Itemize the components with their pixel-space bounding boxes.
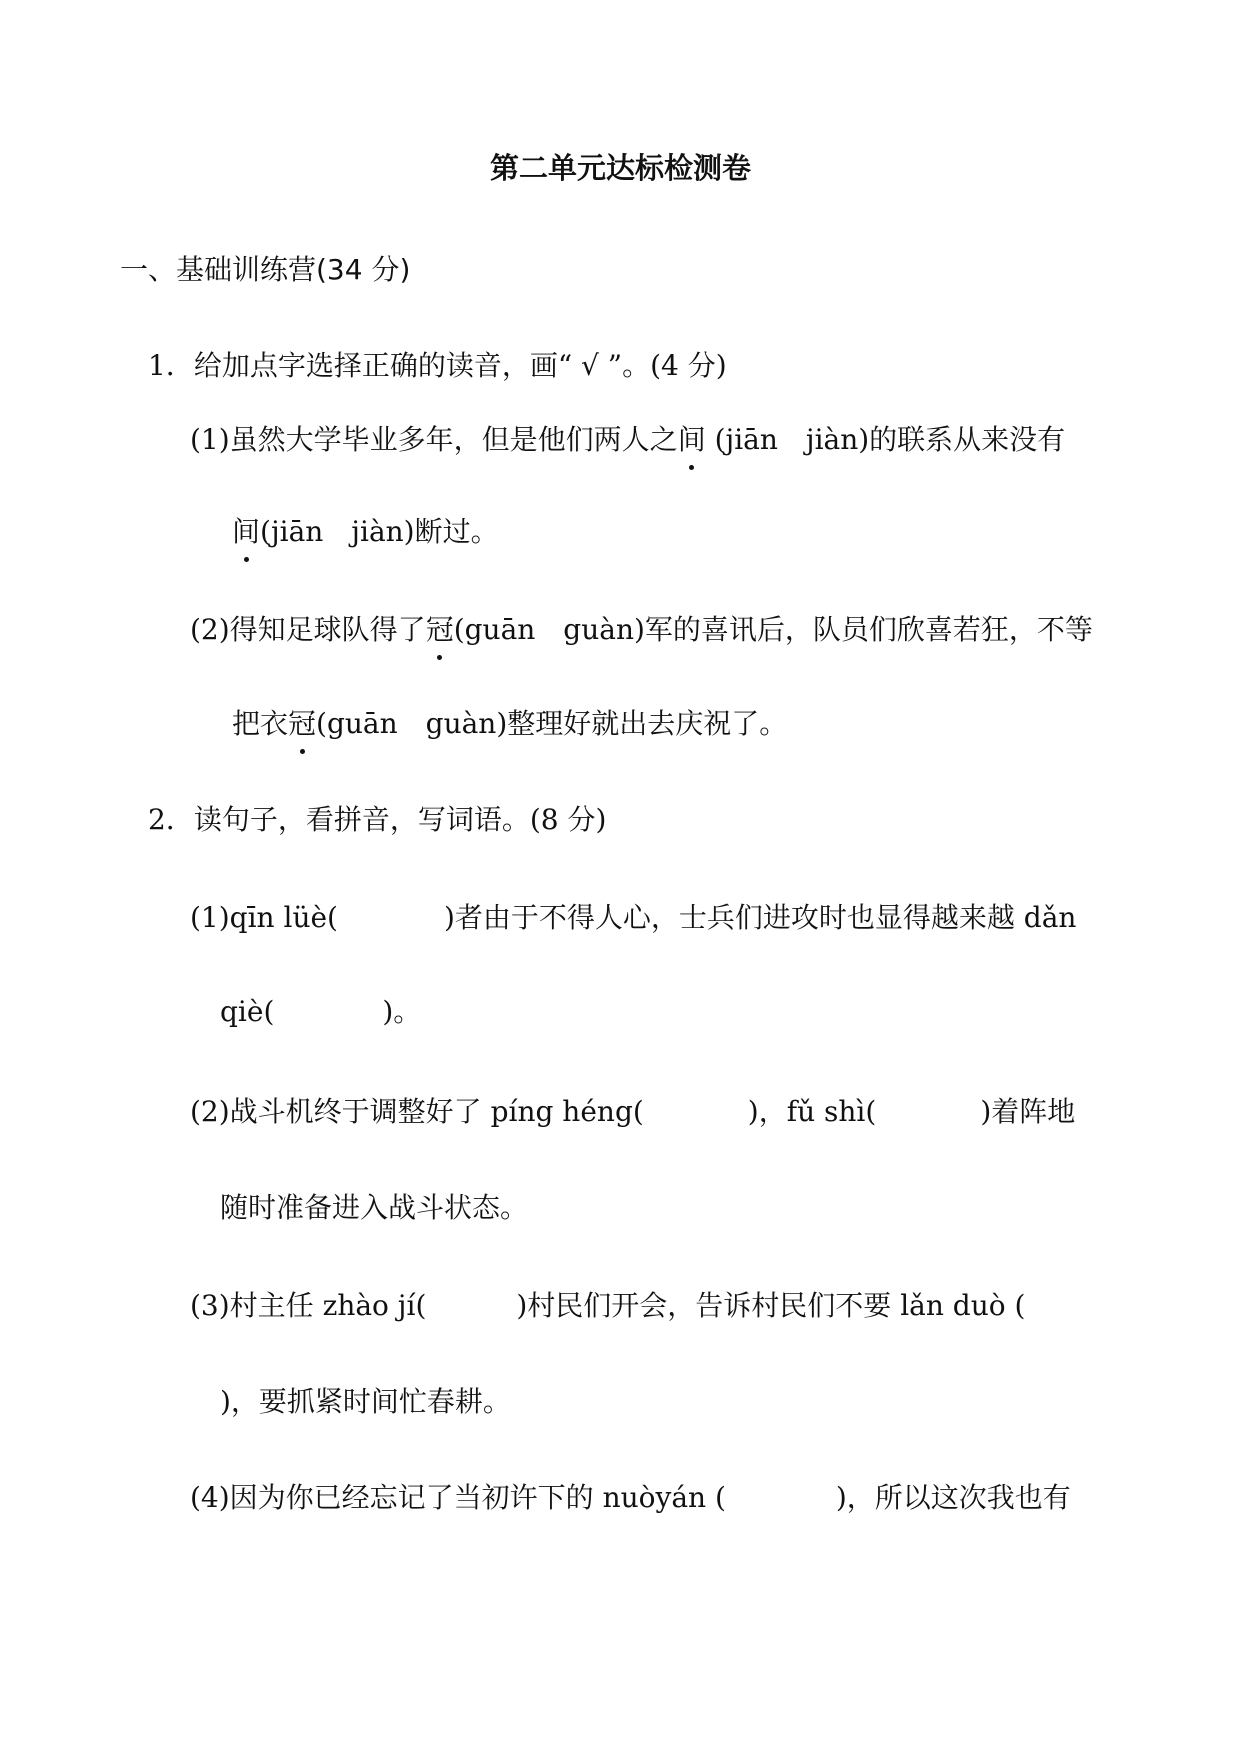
question-1-stem: 1．给加点字选择正确的读音，画“ √ ”。(4 分) [148,349,727,382]
item-text: 随时准备进入战斗状态。 [220,1191,529,1224]
dotted-character: 冠 [426,610,454,650]
question-2-item-1-line-1 [190,898,1076,938]
item-text: 得知足球队得了 [229,613,426,646]
question-2-item-3-line-2 [220,1382,511,1422]
question-1-item-1-line-1 [190,420,1065,460]
item-text: 把衣 [232,707,289,740]
question-1-item-1-line-2 [232,512,499,552]
item-text: (guān guàn)军的喜讯后，队员们欣喜若狂，不等 [453,613,1093,646]
question-2-stem: 2．读句子，看拼音，写词语。(8 分) [148,803,607,836]
item-number: (2) [190,1095,230,1128]
item-text: qīn lüè( [229,901,338,934]
question-2-item-2-line-1 [190,1092,1075,1132]
item-number: (1) [190,901,230,934]
item-text: 战斗机终于调整好了 píng héng( [229,1095,644,1128]
page-title: 第二单元达标检测卷 [489,151,751,185]
item-text: 虽然大学毕业多年，但是他们两人之 [229,423,678,456]
question-2-item-3-line-1 [190,1286,1025,1326]
question-1-item-2-line-2 [232,704,787,744]
item-text: 村主任 zhào jí( [229,1289,427,1322]
item-text: )，所以这次我也有 [835,1481,1071,1514]
item-text: )者由于不得人心，士兵们进攻时也显得越来越 dǎn [443,901,1077,934]
question-1-item-2-line-1 [190,610,1093,650]
question-2-item-2-line-2 [220,1188,528,1228]
item-number: (3) [190,1289,230,1322]
item-number: (4) [190,1481,230,1514]
item-text: )着阵地 [980,1095,1076,1128]
item-text: )，fǔ shì( [747,1095,877,1128]
question-2-item-1-line-2 [220,992,421,1032]
dotted-character: 间 [678,420,706,460]
dotted-character: 间 [232,512,260,552]
dotted-character: 冠 [288,704,316,744]
item-text: (jiān jiàn)断过。 [260,515,499,548]
item-number: (2) [190,613,230,646]
item-text: )，要抓紧时间忙春耕。 [220,1385,511,1418]
item-number: (1) [190,423,230,456]
item-text: (jiān jiàn)的联系从来没有 [705,423,1066,456]
item-text: )村民们开会，告诉村民们不要 lǎn duò ( [516,1289,1026,1322]
question-2-item-4-line-1 [190,1478,1071,1518]
item-text: )。 [382,995,422,1028]
item-text: 因为你已经忘记了当初许下的 nuòyán ( [229,1481,726,1514]
item-text: (guān guàn)整理好就出去庆祝了。 [316,707,788,740]
section-heading-basic: 一、基础训练营(34 分) [120,253,411,286]
item-text: qiè( [220,995,275,1028]
